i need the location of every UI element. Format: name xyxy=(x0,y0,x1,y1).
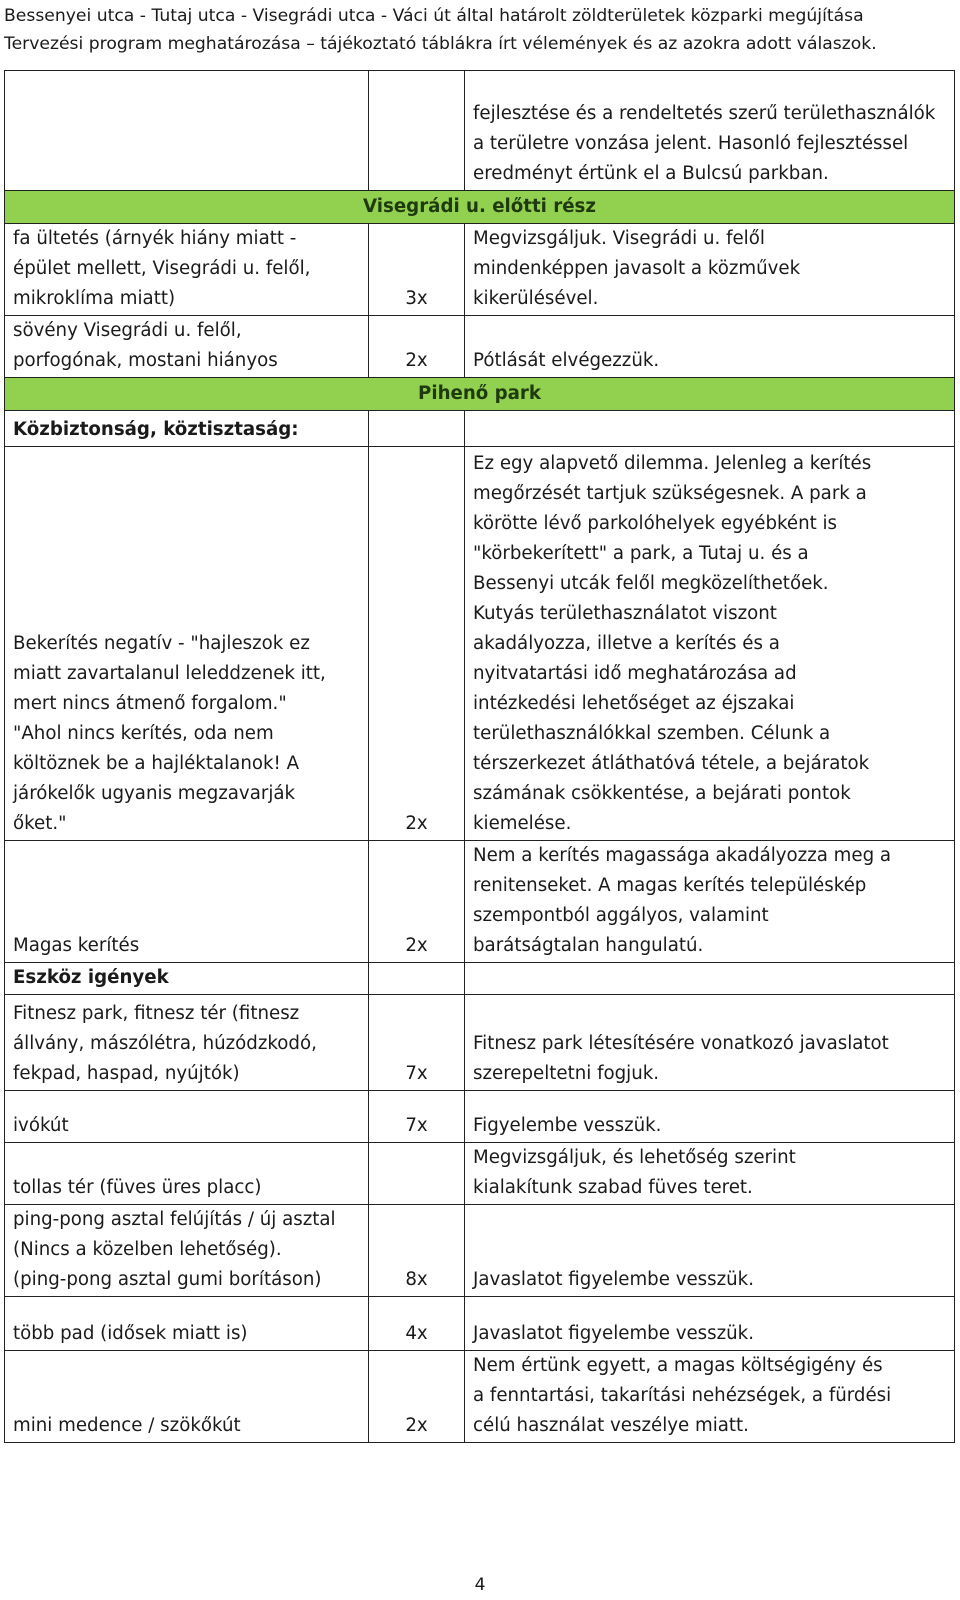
subheading-kozbiztonsag: Közbiztonság, köztisztaság: xyxy=(5,411,369,447)
count-cell: 2x xyxy=(369,316,465,378)
header-title-line: Bessenyei utca - Tutaj utca - Visegrádi utca - Váci út által határolt zöldterületek közparki megújítása xyxy=(4,6,864,26)
comments-table xyxy=(4,70,955,1443)
topic-cell: Bekerítés negatív - "hajleszok ez miatt zavartalanul leleddzenek itt, mert nincs átmenő forgalom." "Ahol nincs kerítés, oda nem költöznek be a hajléktalanok! A járókelők ugyanis megzavarják őket." xyxy=(5,447,369,841)
section-title-piheno: Pihenő park xyxy=(5,378,955,411)
response-cell: Nem értünk egyett, a magas költségigény és a fenntartási, takarítási nehézségek, a fürdési célú használat veszélye miatt. xyxy=(465,1351,955,1443)
topic-cell: ping-pong asztal felújítás / új asztal (Nincs a közelben lehetőség). (ping-pong asztal gumi borításon) xyxy=(5,1205,369,1297)
response-cell: Javaslatot figyelembe vesszük. xyxy=(465,1205,955,1297)
section-header-row xyxy=(5,191,955,224)
response-cell: Nem a kerítés magassága akadályozza meg a renitenseket. A magas kerítés településkép szempontból aggályos, valamint barátságtalan hangulatú. xyxy=(465,841,955,963)
response-cell: fejlesztése és a rendeltetés szerű területhasználók a területre vonzása jelent. Hasonló fejlesztéssel eredményt értünk el a Bulcsú parkban. xyxy=(465,71,955,191)
topic-cell: Fitnesz park, fitnesz tér (fitnesz állvány, mászólétra, húzódzkodó, fekpad, haspad, nyújtók) xyxy=(5,995,369,1091)
count-cell: 2x xyxy=(369,447,465,841)
response-cell: Ez egy alapvető dilemma. Jelenleg a kerítés megőrzését tartjuk szükségesnek. A park a körötte lévő parkolóhelyek egyébként is "körbekerített" a park, a Tutaj u. és a Bessenyi utcák felől megközelíthetőek. Kutyás területhasználatot viszont akadályozza, illetve a kerítés és a nyitvatartási idő meghatározása ad intézkedési lehetőséget az éjszakai területhasználókkal szemben. Célunk a térszerkezet átláthatóvá tétele, a bejáratok számának csökkentése, a bejárati pontok kiemelése. xyxy=(465,447,955,841)
table-row xyxy=(5,841,955,963)
subheading-eszkoz: Eszköz igények xyxy=(5,963,369,995)
response-cell: Megvizsgáljuk, és lehetőség szerint kialakítunk szabad füves teret. xyxy=(465,1143,955,1205)
table-row xyxy=(5,447,955,841)
response-cell: Javaslatot figyelembe vesszük. xyxy=(465,1297,955,1351)
page-number: 4 xyxy=(474,1575,486,1595)
topic-cell: ivókút xyxy=(5,1091,369,1143)
count-cell xyxy=(369,411,465,447)
topic-cell: Magas kerítés xyxy=(5,841,369,963)
document-header xyxy=(4,2,954,58)
table-row xyxy=(5,995,955,1091)
header-subtitle-line: Tervezési program meghatározása – tájékoztató táblákra írt vélemények és az azokra adott válaszok. xyxy=(4,34,877,54)
response-cell: Pótlását elvégezzük. xyxy=(465,316,955,378)
topic-cell: sövény Visegrádi u. felől, porfogónak, mostani hiányos xyxy=(5,316,369,378)
count-cell: 7x xyxy=(369,995,465,1091)
count-cell xyxy=(369,1143,465,1205)
table-row xyxy=(5,316,955,378)
response-cell: Megvizsgáljuk. Visegrádi u. felől mindenképpen javasolt a közművek kikerülésével. xyxy=(465,224,955,316)
response-cell xyxy=(465,411,955,447)
table-row xyxy=(5,1143,955,1205)
response-cell: Fitnesz park létesítésére vonatkozó javaslatot szerepeltetni fogjuk. xyxy=(465,995,955,1091)
count-cell: 2x xyxy=(369,1351,465,1443)
table-row xyxy=(5,1091,955,1143)
table-row xyxy=(5,1351,955,1443)
response-cell xyxy=(465,963,955,995)
count-cell: 7x xyxy=(369,1091,465,1143)
section-header-row xyxy=(5,378,955,411)
count-cell: 3x xyxy=(369,224,465,316)
topic-cell xyxy=(5,71,369,191)
count-cell: 2x xyxy=(369,841,465,963)
topic-cell: mini medence / szökőkút xyxy=(5,1351,369,1443)
table-row xyxy=(5,1205,955,1297)
topic-cell: tollas tér (füves üres placc) xyxy=(5,1143,369,1205)
count-cell: 8x xyxy=(369,1205,465,1297)
count-cell xyxy=(369,71,465,191)
topic-cell: több pad (idősek miatt is) xyxy=(5,1297,369,1351)
table-row xyxy=(5,963,955,995)
table-row xyxy=(5,1297,955,1351)
table-row xyxy=(5,71,955,191)
count-cell xyxy=(369,963,465,995)
table-row xyxy=(5,224,955,316)
section-title-visegradi: Visegrádi u. előtti rész xyxy=(5,191,955,224)
table-row xyxy=(5,411,955,447)
response-cell: Figyelembe vesszük. xyxy=(465,1091,955,1143)
topic-cell: fa ültetés (árnyék hiány miatt - épület mellett, Visegrádi u. felől, mikroklíma miatt) xyxy=(5,224,369,316)
count-cell: 4x xyxy=(369,1297,465,1351)
